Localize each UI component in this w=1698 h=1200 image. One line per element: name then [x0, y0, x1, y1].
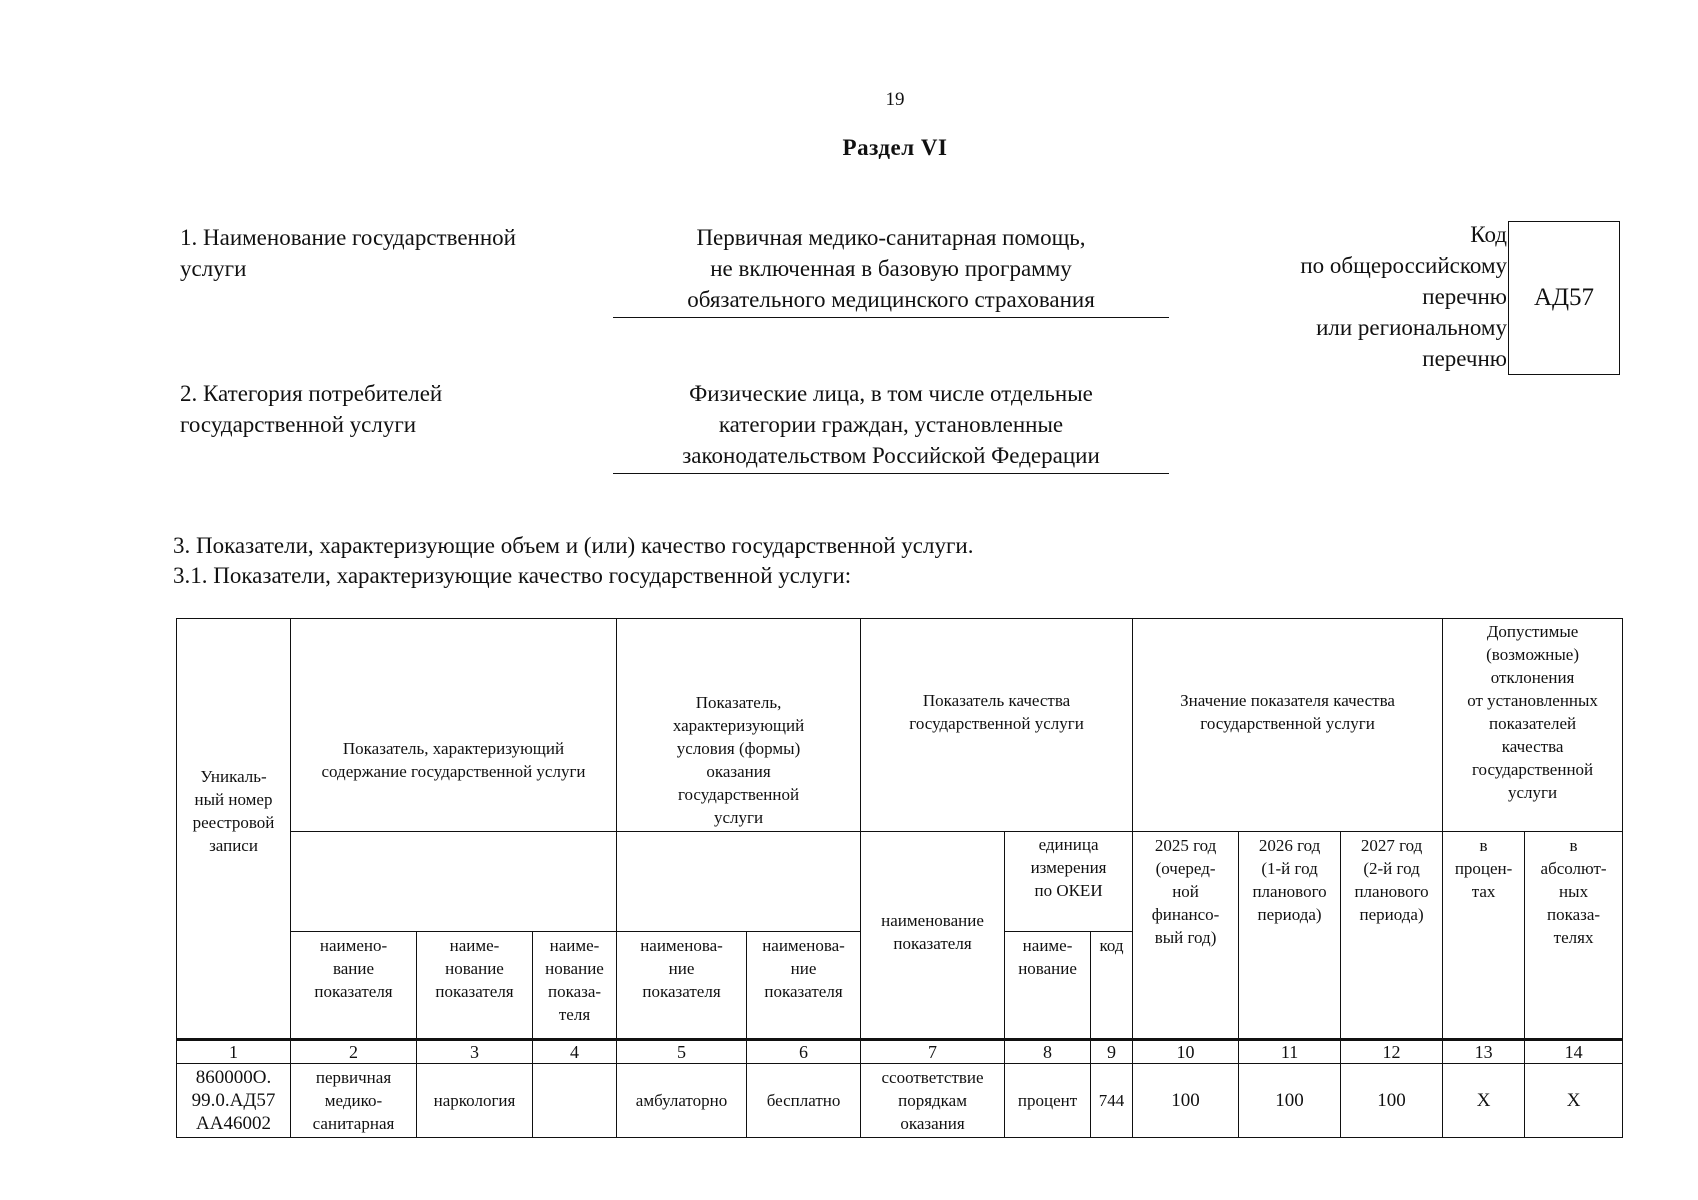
column-number: 1	[177, 1040, 291, 1064]
consumer-category-label-line: 2. Категория потребителей	[180, 381, 443, 406]
header-col-3: наиме- нование показателя	[417, 932, 533, 1040]
column-number: 13	[1443, 1040, 1525, 1064]
header-col-5: наименова- ние показателя	[617, 932, 747, 1040]
cell-deviation-absolute: Х	[1525, 1064, 1623, 1138]
cell-service-content: первичная медико- санитарная	[291, 1064, 417, 1138]
column-number: 14	[1525, 1040, 1623, 1064]
column-number: 5	[617, 1040, 747, 1064]
cell-value-2026: 100	[1239, 1064, 1341, 1138]
code-label-line: по общероссийскому	[1300, 253, 1507, 278]
cell-deviation-percent: Х	[1443, 1064, 1525, 1138]
header-content-indicator: Показатель, характеризующий содержание государственной услуги	[291, 619, 617, 832]
header-conditions-indicator: Показатель, характеризующий условия (формы) оказания государственной услуги	[617, 619, 861, 832]
header-quality-value: Значение показателя качества государственной услуги	[1133, 619, 1443, 832]
code-box: АД57	[1508, 221, 1620, 375]
column-number: 9	[1091, 1040, 1133, 1064]
column-number: 2	[291, 1040, 417, 1064]
cell-service-form: амбулаторно	[617, 1064, 747, 1138]
heading-3-1: 3.1. Показатели, характеризующие качество государственной услуги:	[173, 563, 852, 588]
table-row	[177, 1064, 1623, 1138]
header-in-percent: в процен- тах	[1443, 832, 1525, 1040]
cell-service-content-2: наркология	[417, 1064, 533, 1138]
service-name-label	[180, 222, 516, 284]
code-label-line: перечню	[1422, 284, 1507, 309]
consumer-category-value-line: Физические лица, в том числе отдельные	[689, 381, 1093, 406]
consumer-category-value-line: законодательством Российской Федерации	[682, 443, 1100, 468]
header-year-2027: 2027 год (2-й год планового периода)	[1341, 832, 1443, 1040]
service-name-value-line: Первичная медико-санитарная помощь,	[696, 225, 1086, 250]
column-number: 3	[417, 1040, 533, 1064]
consumer-category-value	[613, 378, 1169, 474]
header-quality-indicator: Показатель качества государственной услуги	[861, 619, 1133, 832]
cell-unit-code: 744	[1091, 1064, 1133, 1138]
column-number: 8	[1005, 1040, 1091, 1064]
header-content-spacer	[291, 832, 617, 932]
cell-indicator-name: ссоответствие порядкам оказания	[861, 1064, 1005, 1138]
consumer-category-label-line: государственной услуги	[180, 412, 417, 437]
header-in-absolute: в абсолют- ных показа- телях	[1525, 832, 1623, 1040]
column-number: 6	[747, 1040, 861, 1064]
header-col-6: наименова- ние показателя	[747, 932, 861, 1040]
cell-service-content-3	[533, 1064, 617, 1138]
service-name-value-line: не включенная в базовую программу	[710, 256, 1072, 281]
service-name-label-line: 1. Наименование государственной	[180, 225, 516, 250]
service-name-value	[613, 222, 1169, 318]
header-allowed-deviation: Допустимые (возможные) отклонения от установленных показателей качества государственной услуги	[1443, 619, 1623, 832]
header-unit: единица измерения по ОКЕИ	[1005, 832, 1133, 932]
column-number: 7	[861, 1040, 1005, 1064]
cell-value-2027: 100	[1341, 1064, 1443, 1138]
cell-unit-name: процент	[1005, 1064, 1091, 1138]
header-year-2026: 2026 год (1-й год планового периода)	[1239, 832, 1341, 1040]
header-conditions-spacer	[617, 832, 861, 932]
consumer-category-value-line: категории граждан, установленные	[718, 412, 1064, 437]
header-col-2: наимено- вание показателя	[291, 932, 417, 1040]
column-number: 12	[1341, 1040, 1443, 1064]
service-name-value-line: обязательного медицинского страхования	[687, 287, 1095, 312]
code-label-line: перечню	[1422, 346, 1507, 371]
header-unit-code: код	[1091, 932, 1133, 1040]
header-unit-name: наиме- нование	[1005, 932, 1091, 1040]
quality-indicators-table	[176, 618, 1623, 1138]
code-label	[1300, 219, 1507, 374]
consumer-category-label	[180, 378, 442, 440]
service-name-label-line: услуги	[180, 256, 247, 281]
column-number: 11	[1239, 1040, 1341, 1064]
column-number: 4	[533, 1040, 617, 1064]
header-col-4: наиме- нование показа- теля	[533, 932, 617, 1040]
code-label-line: Код	[1470, 222, 1507, 247]
header-unique-number: Уникаль- ный номер реестровой записи	[177, 619, 291, 1040]
cell-value-2025: 100	[1133, 1064, 1239, 1138]
header-year-2025: 2025 год (очеред- ной финансо- вый год)	[1133, 832, 1239, 1040]
cell-service-condition: бесплатно	[747, 1064, 861, 1138]
code-label-line: или региональному	[1316, 315, 1507, 340]
column-number: 10	[1133, 1040, 1239, 1064]
section-title: Раздел VI	[842, 135, 948, 160]
heading-3: 3. Показатели, характеризующие объем и (или) качество государственной услуги.	[173, 533, 974, 558]
header-indicator-name: наименование показателя	[861, 832, 1005, 1040]
page-number: 19	[885, 89, 905, 110]
cell-unique-number: 860000О. 99.0.АД57 АА46002	[177, 1064, 291, 1138]
